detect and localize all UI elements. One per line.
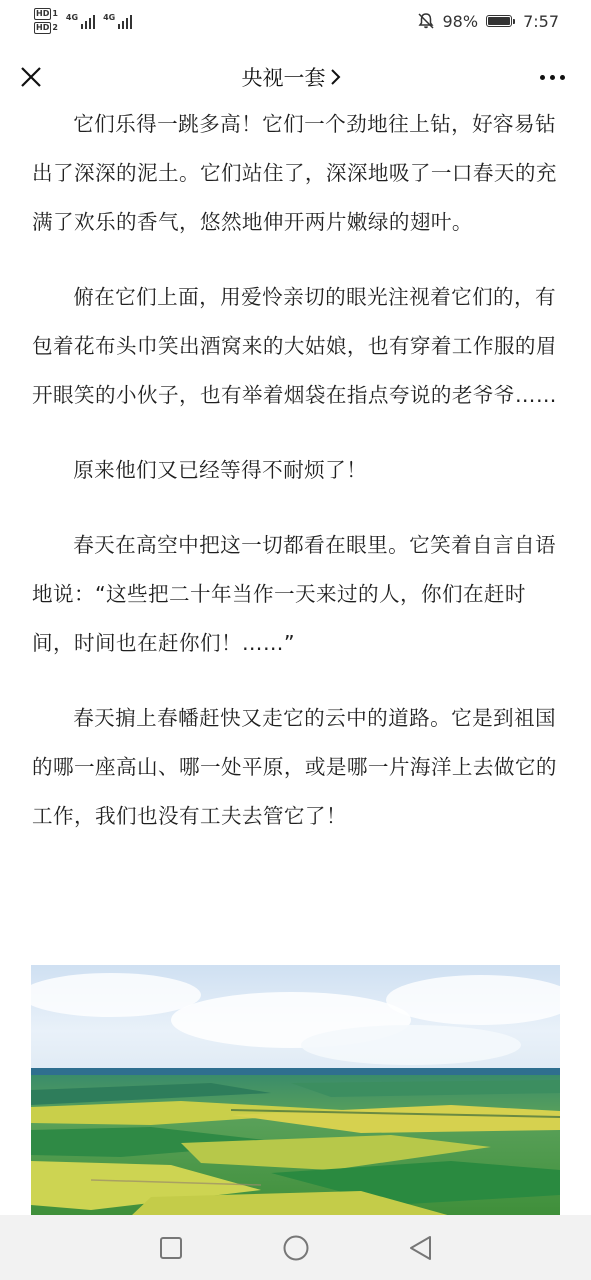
- hd2-icon: HD 2: [36, 23, 58, 32]
- battery-icon: [486, 15, 515, 27]
- article-paragraph: 它们乐得一跳多高！它们一个劲地往上钻，好容易钻出了深深的泥土。它们站住了，深深地吸了一口春天的充满了欢乐的香气，悠然地伸开两片嫩绿的翅叶。: [32, 112, 557, 234]
- battery-percent: 98%: [442, 11, 479, 31]
- more-icon: [540, 75, 565, 80]
- back-button[interactable]: [401, 1228, 441, 1268]
- hd1-icon: HD 1: [36, 9, 58, 18]
- article-body: [32, 100, 560, 867]
- recents-icon: [158, 1235, 184, 1261]
- article-image[interactable]: [31, 965, 560, 1216]
- home-icon: [282, 1234, 310, 1262]
- status-bar: [0, 0, 591, 42]
- article-paragraph: 原来他们又已经等得不耐烦了！: [73, 458, 368, 482]
- page-title: 央视一套: [241, 66, 326, 90]
- article-paragraph: 春天掮上春幡赶快又走它的云中的道路。它是到祖国的哪一座高山、哪一处平原，或是哪一片海洋上去做它的工作，我们也没有工夫去管它了！: [32, 706, 557, 828]
- chevron-right-icon: [330, 68, 342, 86]
- close-icon: [19, 65, 43, 89]
- home-button[interactable]: [276, 1228, 316, 1268]
- landscape-photo: [31, 965, 560, 1216]
- status-right: [417, 12, 560, 31]
- article-paragraph: 俯在它们上面，用爱怜亲切的眼光注视着它们的，有包着花布头巾笑出酒窝来的大姑娘，也有穿着工作服的眉开眼笑的小伙子，也有举着烟袋在指点夸说的老爷爷……: [32, 285, 557, 407]
- article-paragraph: 春天在高空中把这一切都看在眼里。它笑着自言自语地说：“这些把二十年当作一天来过的人，你们在赶时间，时间也在赶你们！……”: [32, 533, 557, 655]
- signal2-icon: 4G: [103, 13, 132, 29]
- hd-indicators: [34, 8, 58, 34]
- account-title-link[interactable]: [242, 62, 342, 92]
- recents-button[interactable]: [151, 1228, 191, 1268]
- status-left: [34, 8, 132, 34]
- system-nav-bar: [0, 1215, 591, 1280]
- signal1-icon: 4G: [66, 13, 95, 29]
- close-button[interactable]: [16, 62, 46, 92]
- clock: 7:57: [523, 11, 559, 31]
- more-button[interactable]: [537, 62, 567, 92]
- back-icon: [408, 1234, 434, 1262]
- mute-bell-icon: [417, 12, 435, 30]
